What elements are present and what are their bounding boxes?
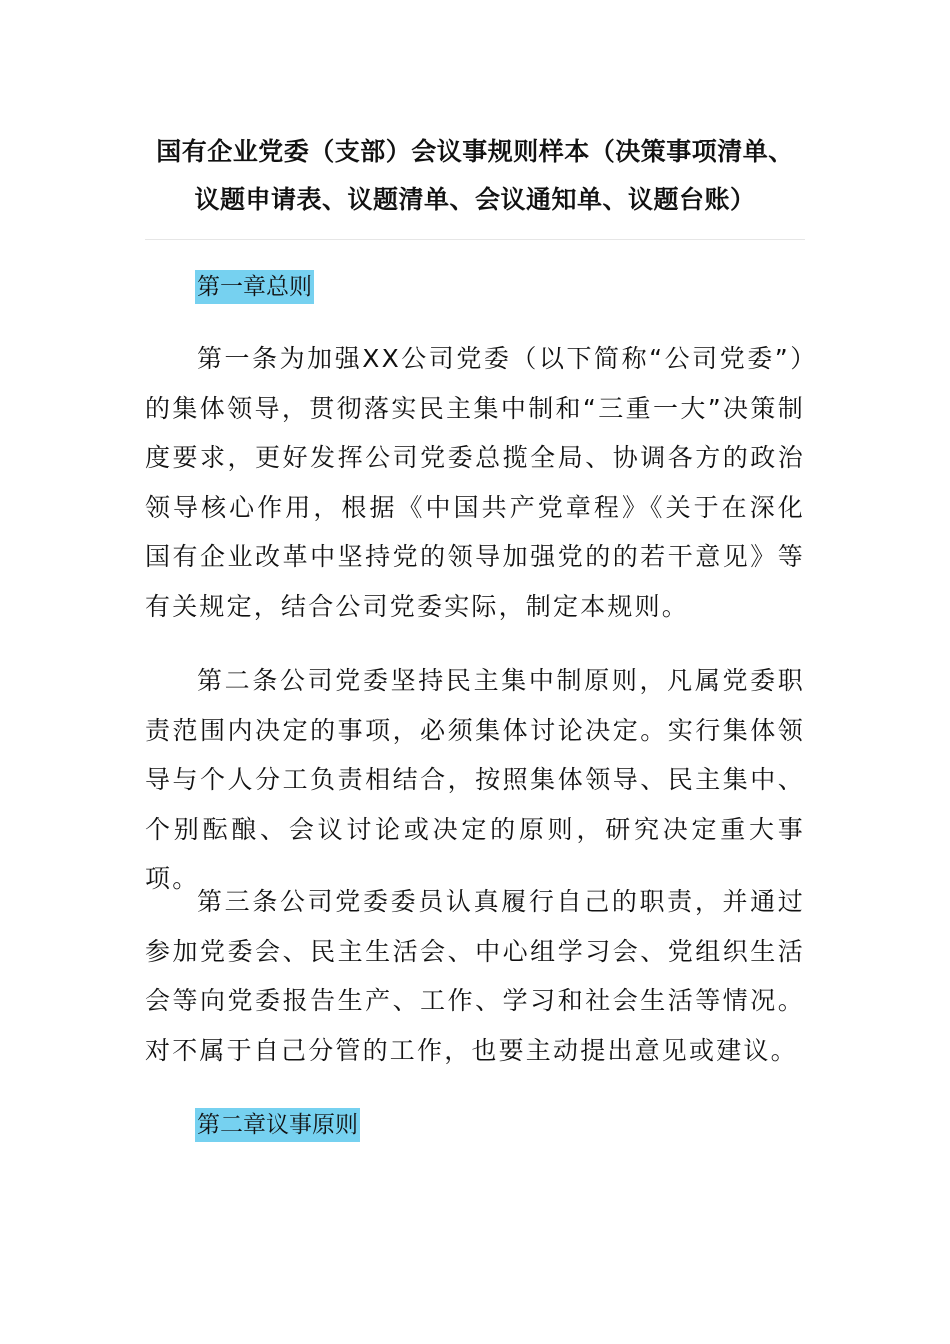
title-divider xyxy=(145,239,805,240)
chapter-heading-1: 第一章总则 xyxy=(195,270,314,304)
article-3: 第三条公司党委委员认真履行自己的职责，并通过参加党委会、民主生活会、中心组学习会、党组织生活会等向党委报告生产、工作、学习和社会生活等情况。对不属于自己分管的工作，也要主动提出意见或建议。 xyxy=(145,887,805,1065)
article-1: 第一条为加强XX公司党委（以下简称“公司党委”）的集体领导，贯彻落实民主集中制和“三重一大”决策制度要求，更好发挥公司党委总揽全局、协调各方的政治领导核心作用，根据《中国共产党章程》《关于在深化国有企业改革中坚持党的领导加强党的的若干意见》等有关规定，结合公司党委实际，制定本规则。 xyxy=(145,344,805,621)
article-2: 第二条公司党委坚持民主集中制原则，凡属党委职责范围内决定的事项，必须集体讨论决定。实行集体领导与个人分工负责相结合，按照集体领导、民主集中、个别酝酿、会议讨论或决定的原则，研究决定重大事项。 xyxy=(145,666,805,893)
title-line-2: 议题申请表、议题清单、会议通知单、议题台账） xyxy=(194,185,756,214)
chapter-heading-2: 第二章议事原则 xyxy=(195,1108,360,1142)
title-line-1: 国有企业党委（支部）会议事规则样本（决策事项清单、 xyxy=(156,137,794,166)
document-title xyxy=(145,128,805,224)
